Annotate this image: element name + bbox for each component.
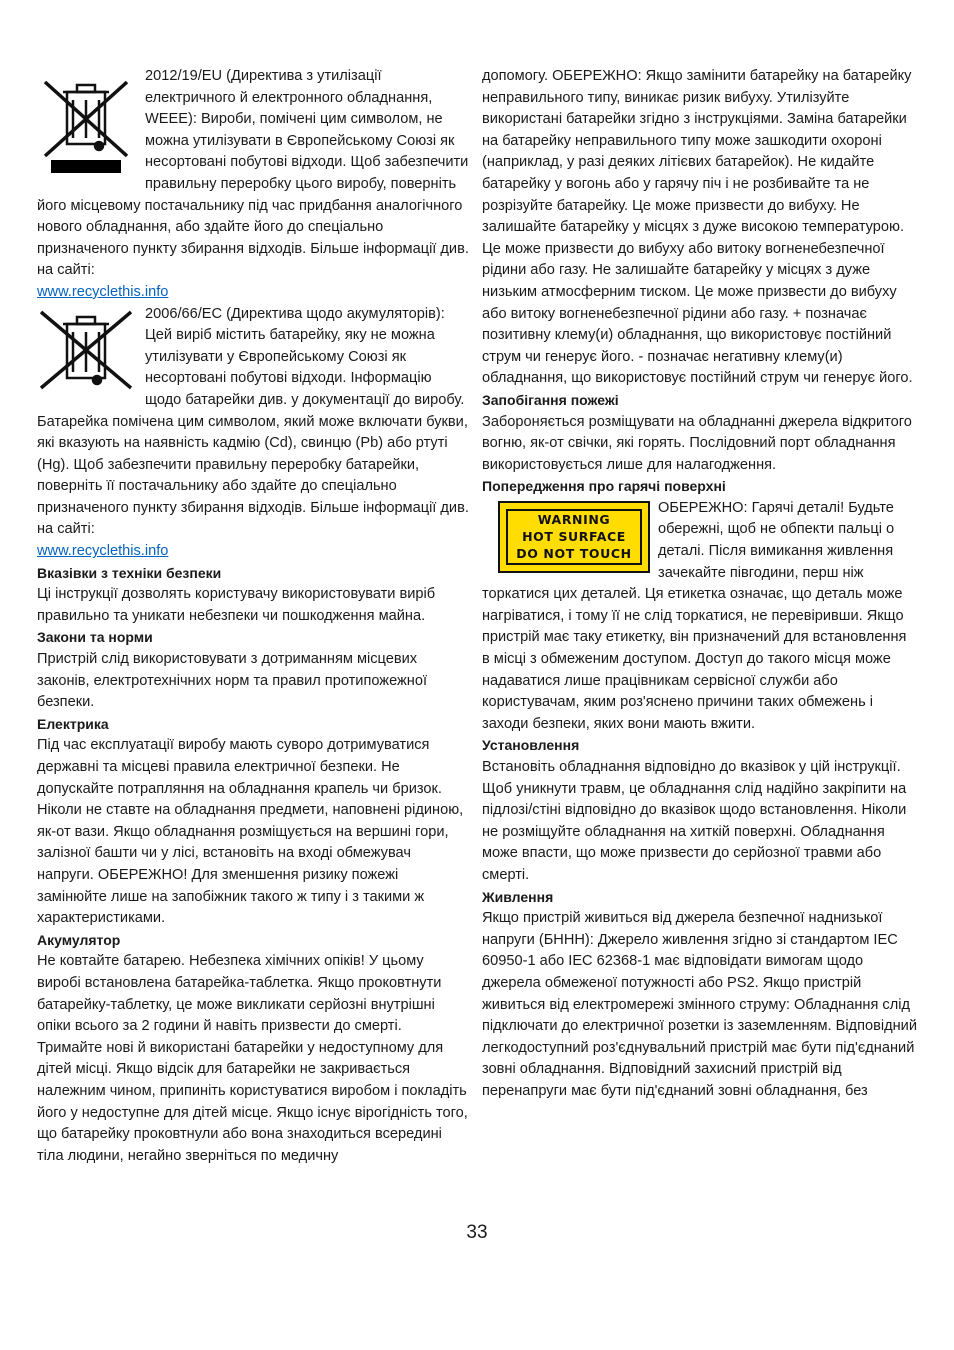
page-number: 33 bbox=[466, 1222, 488, 1243]
battery-text: Не ковтайте батарею. Небезпека хімічних опіків! У цьому виробі встановлена батарейка-таблетка. Якщо проковтнути батарейку-таблетку, це може викликати серйозні внутрішні опіки всього за 2 години й навіть призвести до смерті. Тримайте нові й використані батарейки у недоступному для дітей місці. Якщо відсік для батарейки не закривається належним чином, припиніть користуватися виробом і покладіть його у недоступне для дітей місце. Якщо існує вірогідність того, що батарейку проковтнули або вона знаходиться всередині тіла людини, негайно зверніться по медичну bbox=[37, 953, 468, 1164]
safety-heading: Вказівки з техніки безпеки bbox=[37, 564, 222, 581]
laws-text: Пристрій слід використовувати з дотриманням місцевих законів, електротехнічних норм та правил протипожежної безпеки. bbox=[37, 651, 428, 711]
weee-link[interactable]: www.recyclethis.info bbox=[37, 283, 169, 300]
electric-heading: Електрика bbox=[37, 715, 109, 732]
hot-surface-warning-label bbox=[498, 501, 650, 573]
battery-continued-text: допомогу. ОБЕРЕЖНО: Якщо замінити батарейку на батарейку неправильного типу, виникає ризик вибуху. Утилізуйте використані батарейки згідно з інструкціями. Заміна батарейки на батарейку неправильного типу може зашкодити охороні (наприклад, у разі деяких літієвих батарейок). Не кидайте батарейку у вогонь або у гарячу піч і не розбивайте та не розрізуйте батарейку. Це може призвести до вибуху. Не залишайте батарейку у місцях з дуже високою температурою. Це може призвести до вибуху або витоку вогненебезпечної рідини або газу. Не залишайте батарейку у місцях з дуже низьким атмосферним тиском. Це може призвести до вибуху або витоку вогненебезпечної рідини або газу. + позначає позитивну клему(и) обладнання, що використовує постійний струм чи генерує його. - позначає негативну клему(и) обладнання, що використовує постійний струм чи генерує його. bbox=[482, 68, 913, 387]
warning-label-line-1: WARNING bbox=[537, 512, 611, 528]
laws-heading: Закони та норми bbox=[37, 629, 153, 646]
fire-text: Забороняється розміщувати на обладнанні джерела відкритого вогню, як-от свічки, які горять. Послідовний порт обладнання використовується лише для налагодження. bbox=[482, 413, 912, 473]
right-column bbox=[482, 66, 918, 1103]
battery-directive-link[interactable]: www.recyclethis.info bbox=[37, 543, 169, 560]
battery-crossed-bin-icon bbox=[37, 308, 135, 392]
install-text: Встановіть обладнання відповідно до вказівок у цій інструкції. Щоб уникнути травм, це обладнання слід надійно закріпити на підлозі/стіні відповідно до вказівок щодо встановлення. Ніколи не розміщуйте обладнання на хиткій поверхні. Обладнання може впасти, що може призвести до серйозної травми або смерті. bbox=[482, 759, 907, 883]
electric-text: Під час експлуатації виробу мають суворо дотримуватися державні та місцеві правила електричної безпеки. Не допускайте потрапляння на обладнання крапель чи бризок. Ніколи не ставте на обладнання предмети, наповнені рідиною, як-от вази. Якщо обладнання розміщується на вершині гори, залізної башти чи у лісі, встановіть на вході обмежувач напруги. ОБЕРЕЖНО! Для зменшення ризику пожежі замінюйте лише на запобіжник такого ж типу і з такими ж характеристиками. bbox=[37, 737, 464, 927]
hot-surface-text: ОБЕРЕЖНО: Гарячі деталі! Будьте обережні, щоб не обпекти пальці о деталі. Після вимикання живлення зачекайте півгодини, перш ніж торкатися цих деталей. Ця етикетка означає, що деталь може нагріватися, і тому її не слід торкатися, не перевіривши. Якщо пристрій має таку етикетку, він призначений для встановлення в місці з обмеженим доступом. Доступ до такого місця може надаватися лише працівникам сервісної служби або користувачам, яким роз'яснено причини таких обмежень і заходи безпеки, яких вони мають вжити. bbox=[482, 499, 907, 732]
warning-label-line-2: HOT SURFACE bbox=[522, 529, 626, 545]
weee-text: 2012/19/EU (Директива з утилізації електричного й електронного обладнання, WEEE): Вироби, помічені цим символом, не можна утилізувати в Європейському Союзі як несортовані побутові відходи. Щоб забезпечити правильну переробку цього виробу, поверніть його місцевому постачальнику під час придбання аналогічного нового обладнання, або здайте його до спеціально призначеного пункту збирання відходів. Більше інформації див. на сайті: bbox=[37, 68, 469, 279]
safety-text: Ці інструкції дозволять користувачу використовувати виріб правильно та уникати небезпеки чи пошкодження майна. bbox=[37, 586, 436, 624]
hot-surface-heading: Попередження про гарячі поверхні bbox=[482, 478, 726, 495]
power-heading: Живлення bbox=[482, 888, 554, 905]
left-column bbox=[37, 66, 471, 1167]
battery-directive-text: 2006/66/EC (Директива щодо акумуляторів): Цей виріб містить батарейку, яку не можна утилізувати у Європейському Союзі як несортовані побутові відходи. Інформацію щодо батарейки див. у документації до виробу. Батарейка помічена цим символом, який може включати букви, які вказують на наявність кадмію (Cd), свинцю (Pb) або ртуті (Hg). Щоб забезпечити правильну переробку батарейки, поверніть її постачальнику або здайте до спеціально призначеного пункту збирання відходів. Більше інформації див. на сайті: bbox=[37, 305, 469, 538]
install-heading: Установлення bbox=[482, 737, 580, 754]
weee-crossed-bin-icon bbox=[37, 72, 135, 174]
warning-label-line-3: DO NOT TOUCH bbox=[516, 546, 632, 562]
fire-heading: Запобігання пожежі bbox=[482, 391, 619, 408]
battery-heading: Акумулятор bbox=[37, 931, 121, 948]
power-text: Якщо пристрій живиться від джерела безпечної наднизької напруги (БННН): Джерело живлення згідно зі стандартом IEC 60950-1 або IEC 62368-1 має відповідати вимогам щодо джерела обмеженої потужності або PS2. Якщо пристрій живиться від електромережі змінного струму: Обладнання слід підключати до електричної розетки із заземленням. Відповідний легкодоступний роз'єднувальний пристрій має бути під'єднаний зовні обладнання. Відповідний захисний пристрій від перенапруги має бути під'єднаний зовні обладнання, без bbox=[482, 910, 917, 1099]
